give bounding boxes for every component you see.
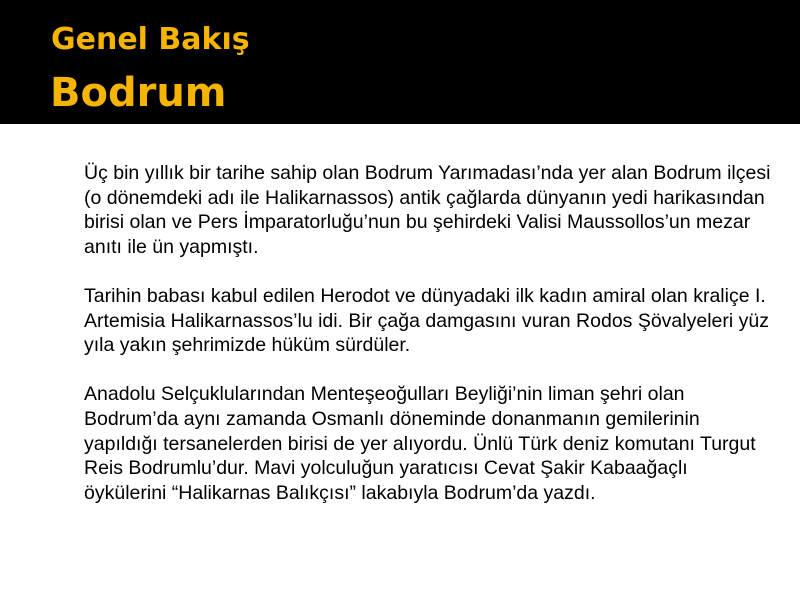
slide-body [84, 161, 774, 505]
slide-title: Genel Bakış [51, 22, 250, 57]
paragraph-history: Üç bin yıllık bir tarihe sahip olan Bodrum Yarımadası’nda yer alan Bodrum ilçesi (o dönemdeki adı ile Halikarnassos) antik çağlarda dünyanın yedi harikasından birisi olan ve Pers İmparatorluğu’nun bu şehirdeki Valisi Maussollos’un mezar anıtı ile ün yapmıştı. [84, 162, 771, 258]
paragraph-anatolia: Anadolu Selçuklularından Menteşeoğulları Beyliği’nin liman şehri olan Bodrum’da aynı zamanda Osmanlı döneminde donanmanın gemilerinin yapıldığı tersanelerden birisi de yer alıyordu. Ünlü Türk deniz komutanı Turgut Reis Bodrumlu’dur. Mavi yolculuğun yaratıcısı Cevat Şakir Kabaağaçlı öykülerini “Halikarnas Balıkçısı” lakabıyla Bodrum’da yazdı. [84, 383, 756, 504]
paragraph-herodot: Tarihin babası kabul edilen Herodot ve dünyadaki ilk kadın amiral olan kraliçe I. Artemisia Halikarnassos’lu idi. Bir çağa damgasını vuran Rodos Şövalyeleri yüz yıla yakın şehrimizde hüküm sürdüler. [84, 284, 769, 357]
title-band [0, 0, 800, 124]
slide-subtitle: Bodrum [50, 70, 227, 116]
